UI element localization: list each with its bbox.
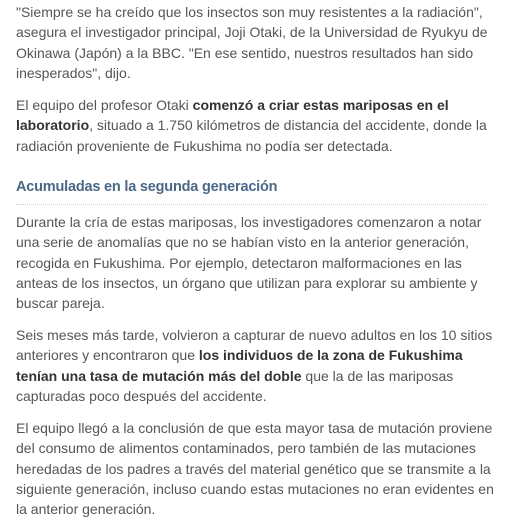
paragraph-highlight: comenzó a criar estas mariposas en el laboratorio <box>16 97 449 134</box>
section-heading: Acumuladas en la segunda generación <box>16 176 488 205</box>
paragraph-text: , situado a 1.750 kilómetros de distancia del accidente, donde la radiación proveniente de Fukushima no podía ser detectada. <box>16 117 487 154</box>
paragraph-text: que la de las mariposas capturadas poco después del accidente. <box>16 367 454 404</box>
paragraph-lab-breeding <box>16 95 496 156</box>
paragraph-text: Seis meses más tarde, volvieron a capturar de nuevo adultos en los 10 sitios anteriores y encontraron que <box>16 327 493 364</box>
paragraph-text: El equipo llegó a la conclusión de que esta mayor tasa de mutación proviene del consumo de alimentos contaminados, pero también de las mutaciones heredadas de los padres a través del material genético que se transmite a la siguiente generación, incluso cuando estas mutaciones no eran evidentes en la anterior generación. <box>16 420 494 518</box>
paragraph-anomalies <box>16 212 496 313</box>
paragraph-quote <box>16 2 496 83</box>
paragraph-conclusion <box>16 418 496 519</box>
paragraph-text: El equipo del profesor Otaki <box>16 97 193 113</box>
paragraph-text: Durante la cría de estas mariposas, los investigadores comenzaron a notar una serie de anomalías que no se habían visto en la anterior generación, recogida en Fukushima. Por ejemplo, detectaron malformaciones en las anteas de los insectos, un órgano que utilizan para explorar su ambiente y buscar pareja. <box>16 214 482 312</box>
paragraph-mutation-rate <box>16 325 496 406</box>
paragraph-highlight: los individuos de la zona de Fukushima tenían una tasa de mutación más del doble <box>16 347 463 384</box>
paragraph-text: "Siempre se ha creído que los insectos son muy resistentes a la radiación", asegura el investigador principal, Joji Otaki, de la Universidad de Ryukyu de Okinawa (Japón) a la BBC. "En ese sentido, nuestros resultados han sido inesperados", dijo. <box>16 4 488 81</box>
